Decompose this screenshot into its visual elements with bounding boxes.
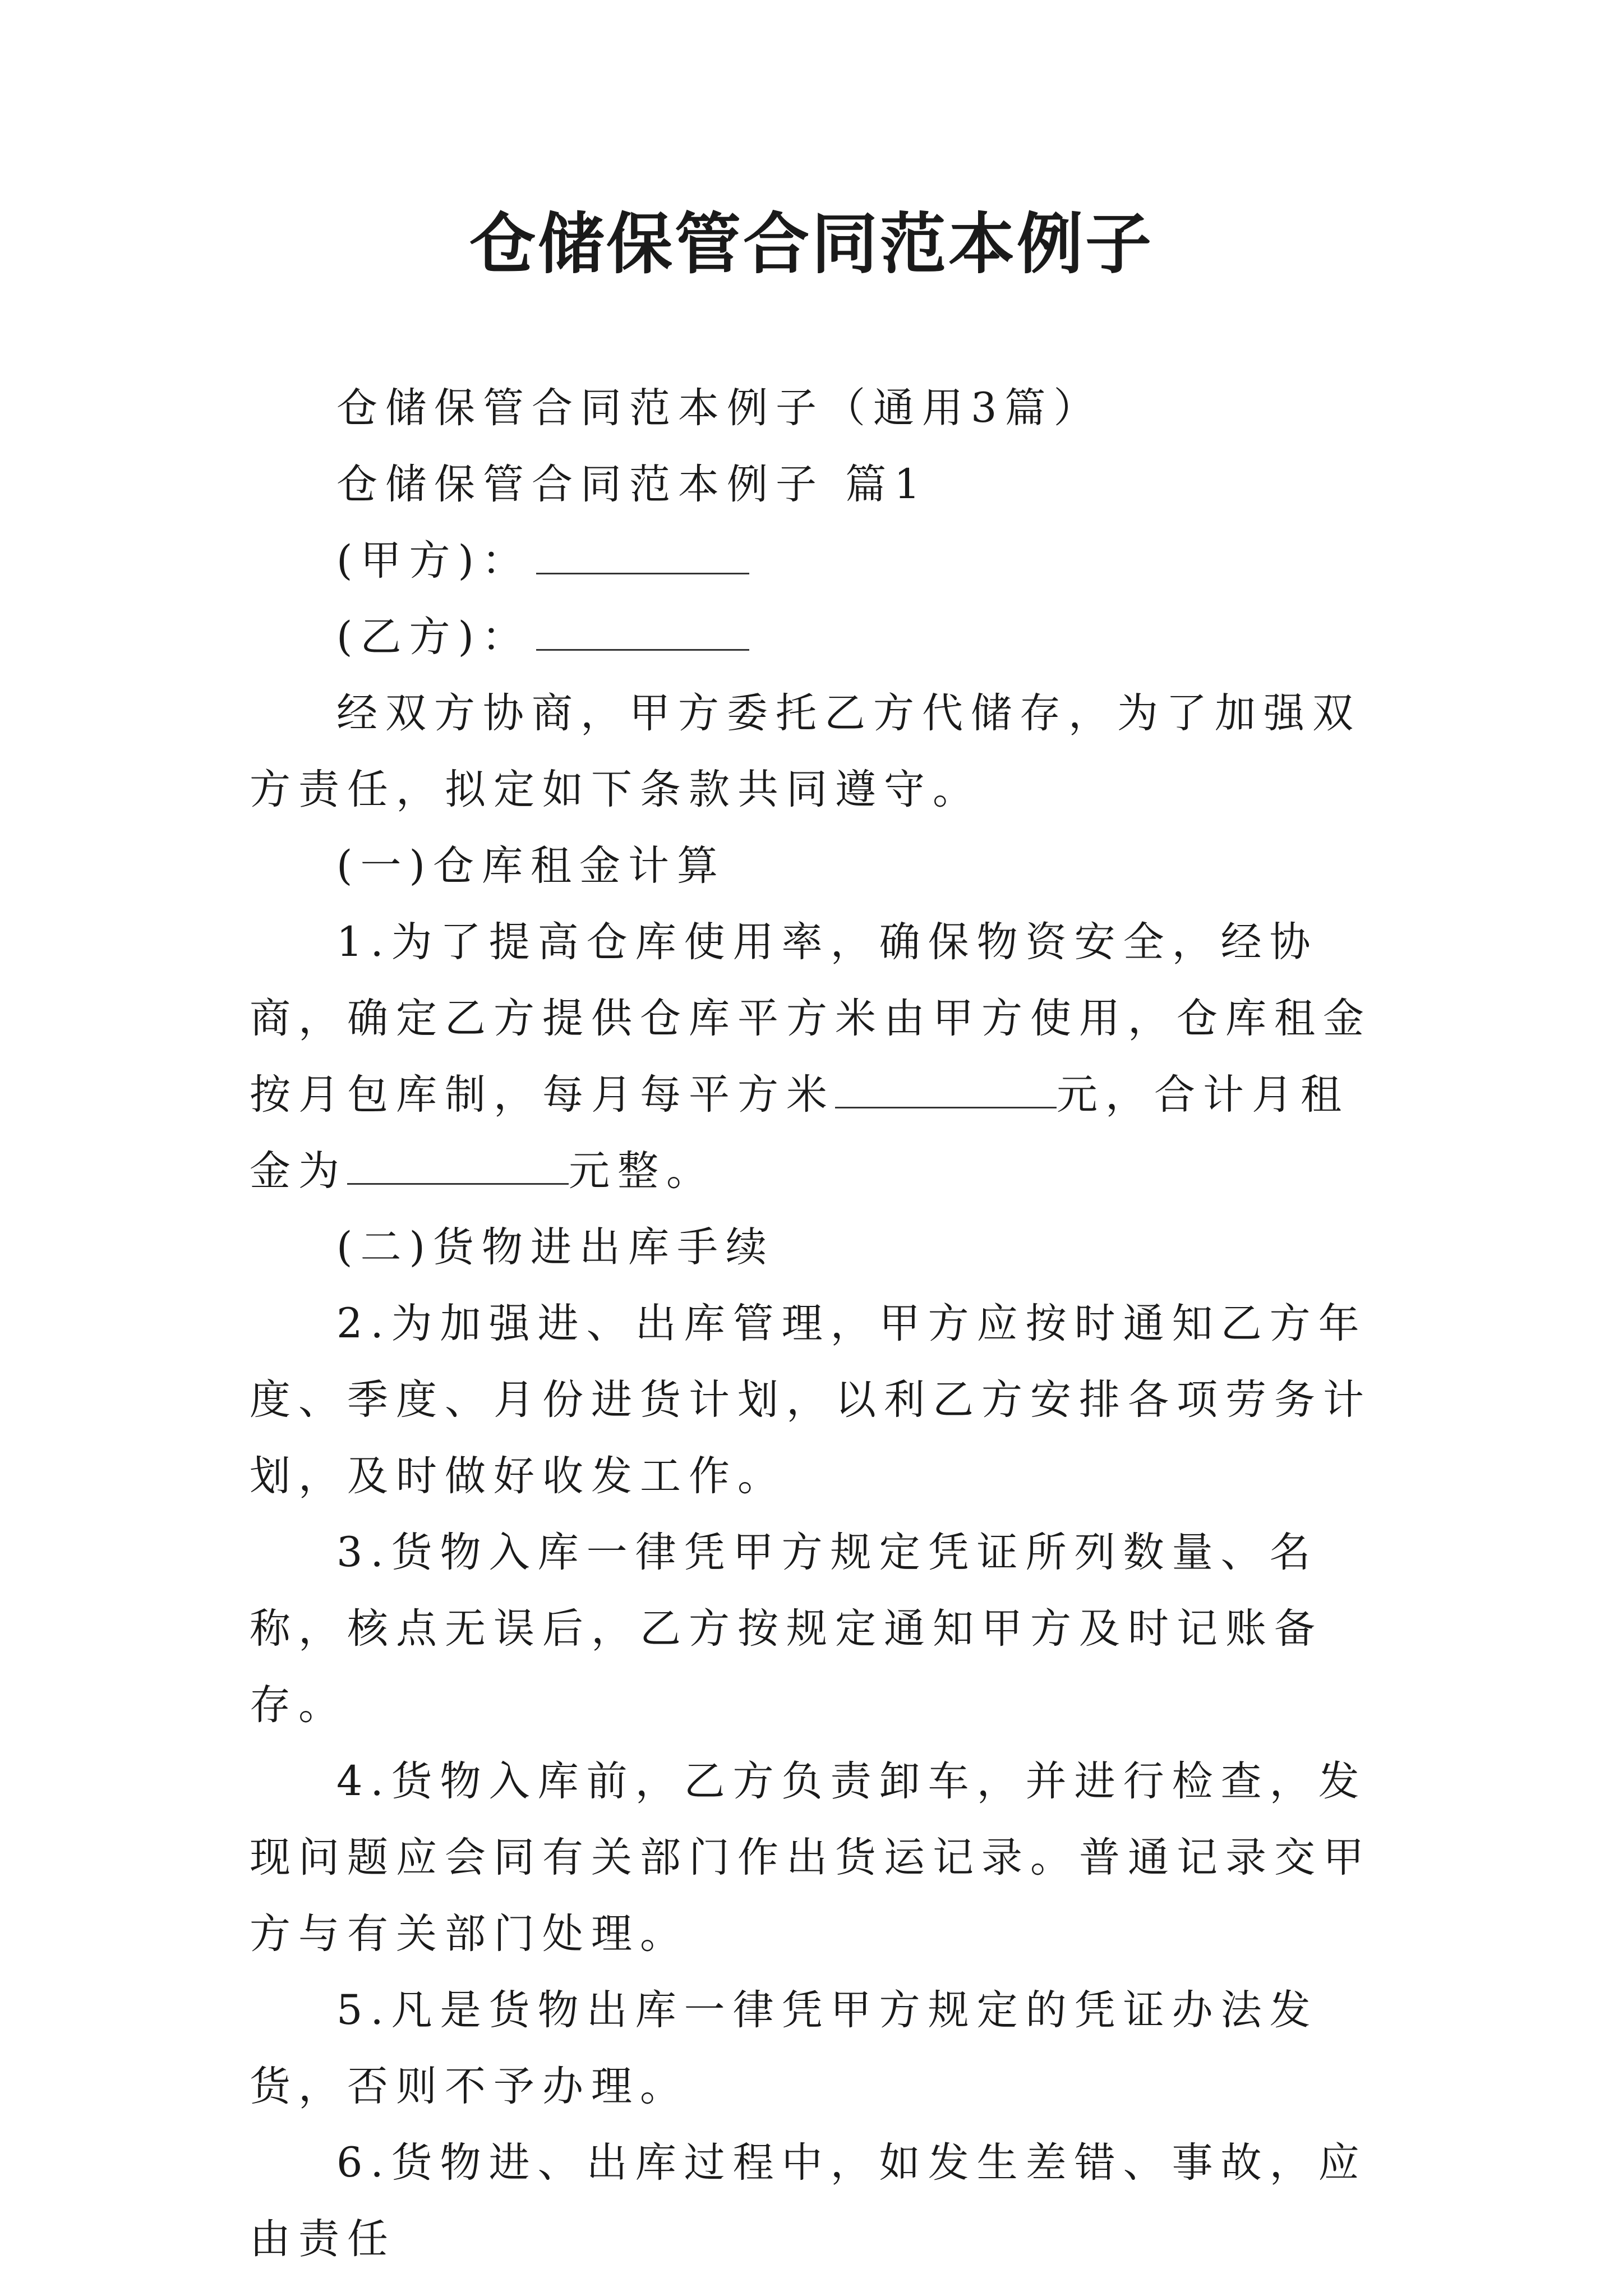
party-b-label: (乙方)： [336, 613, 531, 661]
clause-1-text-c: 元整。 [569, 1147, 715, 1195]
party-b-blank [536, 600, 749, 651]
clause-1-text-a: 1.为了提高仓库使用率，确保物资安全，经协商，确定乙方提供仓库平方米由甲方使用，仓库租金按月包库制，每月每平方米 [250, 918, 1372, 1119]
section-heading: 仓储保管合同范本例子 篇1 [336, 461, 928, 508]
clause-5: 5.凡是货物出库一律凭甲方规定的凭证办法发货，否则不予办理。 [250, 1986, 1318, 2110]
clause-6: 6.货物进、出库过程中，如发生差错、事故，应由责任 [250, 2139, 1367, 2263]
party-a-blank [536, 523, 749, 574]
document-body [250, 370, 1394, 2277]
subtitle: 仓储保管合同范本例子（通用3篇） [336, 384, 1103, 432]
document-title: 仓储保管合同范本例子 [469, 205, 1154, 283]
party-a-label: (甲方)： [336, 537, 531, 585]
party-a-line [250, 523, 1394, 599]
party-b-line [250, 599, 1394, 675]
clause-3: 3.货物入库一律凭甲方规定凭证所列数量、名称，核点无误后，乙方按规定通知甲方及时记账备存。 [250, 1529, 1323, 1729]
clause-4: 4.货物入库前，乙方负责卸车，并进行检查，发现问题应会同有关部门作出货运记录。普通记录交甲方与有关部门处理。 [250, 1757, 1372, 1958]
clause-1 [250, 904, 1394, 1209]
intro-paragraph: 经双方协商，甲方委托乙方代储存，为了加强双方责任，拟定如下条款共同遵守。 [250, 689, 1361, 813]
rent-per-sqm-blank [835, 1057, 1057, 1108]
clause-1-text-b: 元，合计月租金为 [250, 1071, 1349, 1195]
part2-heading: (二)货物进出库手续 [336, 1223, 774, 1271]
part1-heading: (一)仓库租金计算 [336, 842, 726, 890]
clause-2: 2.为加强进、出库管理，甲方应按时通知乙方年度、季度、月份进货计划，以利乙方安排各项劳务计划，及时做好收发工作。 [250, 1300, 1372, 1500]
monthly-rent-blank [347, 1134, 569, 1185]
